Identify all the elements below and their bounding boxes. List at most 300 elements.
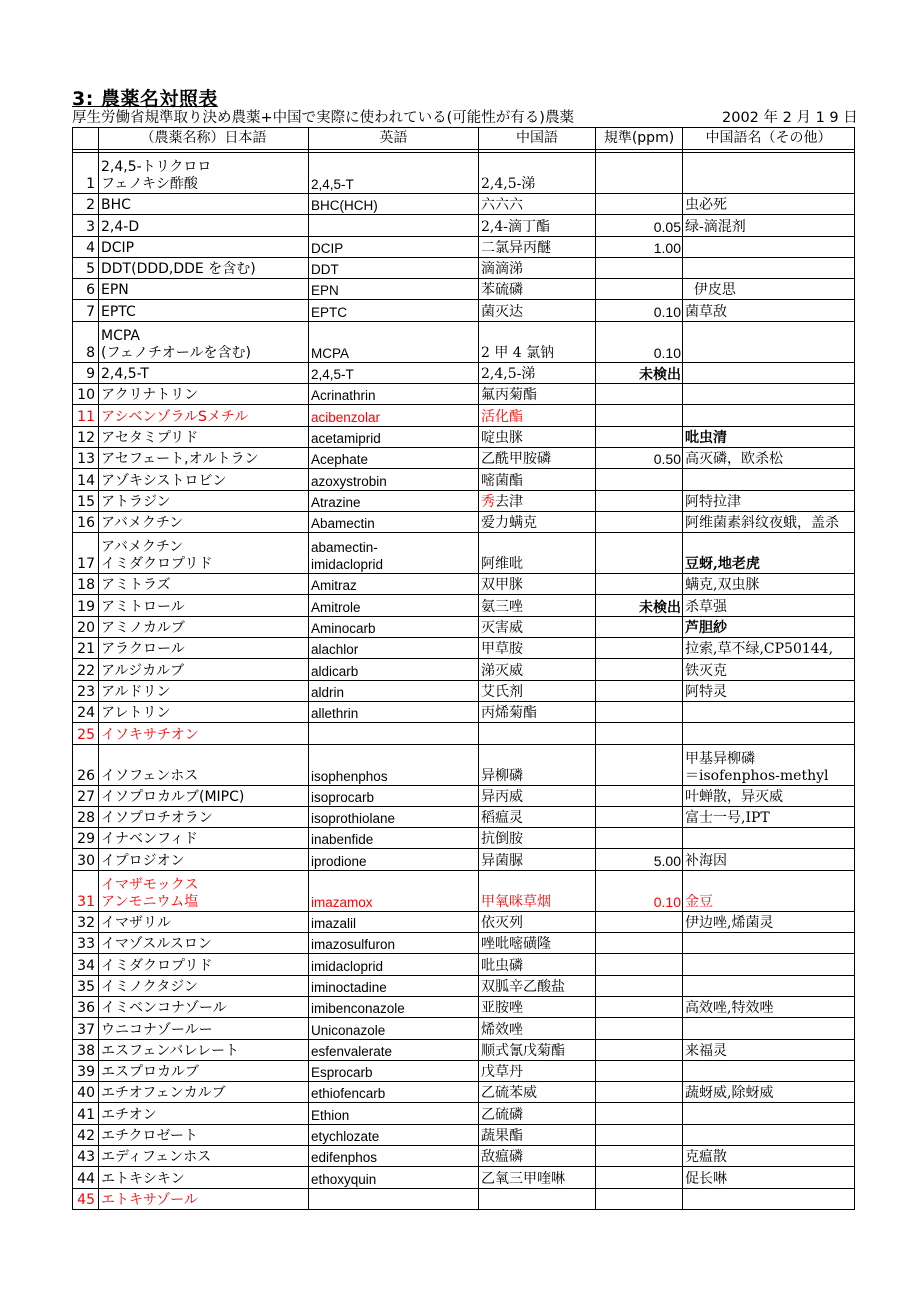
standard-ppm: [596, 680, 683, 701]
chinese-name: 蔬果酯: [479, 1124, 596, 1145]
japanese-name: 2,4,5-T: [99, 362, 309, 383]
japanese-name: アクリナトリン: [99, 384, 309, 405]
chinese-other-names: 阿特拉津: [683, 490, 855, 511]
english-name: 2,4,5-T: [309, 362, 479, 383]
chinese-other-names: [683, 954, 855, 975]
table-row: [73, 490, 855, 511]
chinese-other-names: 杀草强: [683, 595, 855, 616]
chinese-name: 抗倒胺: [479, 828, 596, 849]
japanese-name: アルジカルブ: [99, 659, 309, 680]
standard-ppm: [596, 153, 683, 194]
table-row: [73, 638, 855, 659]
table-row: [73, 616, 855, 637]
chinese-name: 异柳磷: [479, 744, 596, 785]
row-number: 44: [73, 1167, 99, 1188]
row-number: 36: [73, 996, 99, 1017]
chinese-other-names: 阿维菌素斜纹夜蛾，盖杀: [683, 511, 855, 532]
row-number: 24: [73, 701, 99, 722]
chinese-other-names: [683, 257, 855, 278]
standard-ppm: [596, 1167, 683, 1188]
row-number: 43: [73, 1145, 99, 1166]
chinese-other-names: 甲基异柳磷 ＝isofenphos-methyl: [683, 744, 855, 785]
chinese-name: 顺式氰戊菊酯: [479, 1039, 596, 1060]
chinese-other-names: [683, 321, 855, 362]
japanese-name: エトキシキン: [99, 1167, 309, 1188]
row-number: 42: [73, 1124, 99, 1145]
row-number: 33: [73, 933, 99, 954]
standard-ppm: [596, 257, 683, 278]
table-header-row: [73, 128, 855, 150]
standard-ppm: [596, 405, 683, 426]
english-name: acetamiprid: [309, 426, 479, 447]
chinese-name: 氨三唑: [479, 595, 596, 616]
table-row: [73, 362, 855, 383]
japanese-name: エチオン: [99, 1103, 309, 1124]
row-number: 40: [73, 1082, 99, 1103]
english-name: imibenconazole: [309, 996, 479, 1017]
japanese-name: MCPA (フェノチオールを含む): [99, 321, 309, 362]
japanese-name: エトキサゾール: [99, 1188, 309, 1209]
table-row: [73, 595, 855, 616]
chinese-other-names: 螨克,双虫脒: [683, 574, 855, 595]
japanese-name: イソキサチオン: [99, 723, 309, 744]
row-number: 4: [73, 236, 99, 257]
japanese-name: DCIP: [99, 236, 309, 257]
chinese-other-names: [683, 1018, 855, 1039]
english-name: 2,4,5-T: [309, 153, 479, 194]
table-row: [73, 405, 855, 426]
chinese-other-names: 叶蝉散，异灭威: [683, 785, 855, 806]
japanese-name: エスプロカルブ: [99, 1060, 309, 1081]
chinese-other-names: 绿-滴混剂: [683, 215, 855, 236]
standard-ppm: [596, 975, 683, 996]
standard-ppm: 0.10: [596, 321, 683, 362]
chinese-name: 异丙威: [479, 785, 596, 806]
english-name: azoxystrobin: [309, 469, 479, 490]
table-row: [73, 574, 855, 595]
row-number: 21: [73, 638, 99, 659]
japanese-name: EPTC: [99, 300, 309, 321]
english-name: abamectin- imidacloprid: [309, 533, 479, 574]
english-name: Amitrole: [309, 595, 479, 616]
chinese-name: 双甲脒: [479, 574, 596, 595]
table-row: [73, 447, 855, 468]
standard-ppm: [596, 723, 683, 744]
japanese-name: イナベンフィド: [99, 828, 309, 849]
japanese-name: EPN: [99, 279, 309, 300]
english-name: isophenphos: [309, 744, 479, 785]
standard-ppm: [596, 426, 683, 447]
chinese-name: 乙硫苯威: [479, 1082, 596, 1103]
row-number: 25: [73, 723, 99, 744]
row-number: 39: [73, 1060, 99, 1081]
standard-ppm: 0.50: [596, 447, 683, 468]
japanese-name: アセフェート,オルトラン: [99, 447, 309, 468]
row-number: 27: [73, 785, 99, 806]
standard-ppm: [596, 638, 683, 659]
japanese-name: アゾキシストロビン: [99, 469, 309, 490]
japanese-name: BHC: [99, 194, 309, 215]
chinese-other-names: [683, 1103, 855, 1124]
english-name: isoprothiolane: [309, 806, 479, 827]
row-number: 18: [73, 574, 99, 595]
chinese-name: [479, 723, 596, 744]
standard-ppm: [596, 933, 683, 954]
japanese-name: アミトロール: [99, 595, 309, 616]
table-row: [73, 1103, 855, 1124]
header-num: [73, 128, 99, 150]
chinese-other-names: [683, 1124, 855, 1145]
row-number: 1: [73, 153, 99, 194]
english-name: imazosulfuron: [309, 933, 479, 954]
table-row: [73, 215, 855, 236]
chinese-name: 异菌脲: [479, 849, 596, 870]
english-name: Acephate: [309, 447, 479, 468]
chinese-other-names: [683, 975, 855, 996]
english-name: alachlor: [309, 638, 479, 659]
table-row: [73, 954, 855, 975]
chinese-other-names: 富士一号,IPT: [683, 806, 855, 827]
japanese-name: イミベンコナゾール: [99, 996, 309, 1017]
row-number: 35: [73, 975, 99, 996]
japanese-name: アミトラズ: [99, 574, 309, 595]
english-name: iprodione: [309, 849, 479, 870]
table-row: [73, 806, 855, 827]
chinese-name: 艾氏剂: [479, 680, 596, 701]
chinese-name: 涕灭威: [479, 659, 596, 680]
chinese-other-names: [683, 701, 855, 722]
english-name: aldicarb: [309, 659, 479, 680]
standard-ppm: [596, 384, 683, 405]
japanese-name: アミノカルブ: [99, 616, 309, 637]
english-name: iminoctadine: [309, 975, 479, 996]
chinese-name: 甲氧咪草烟: [479, 870, 596, 911]
chinese-other-names: [683, 828, 855, 849]
standard-ppm: [596, 828, 683, 849]
header-chinese-other: 中国語名（その他）: [683, 128, 855, 150]
header-english: 英語: [309, 128, 479, 150]
table-row: [73, 701, 855, 722]
japanese-name: イマザリル: [99, 911, 309, 932]
header-standard: 規準(ppm): [596, 128, 683, 150]
standard-ppm: [596, 701, 683, 722]
chinese-other-names: 蔬蚜威,除蚜威: [683, 1082, 855, 1103]
chinese-other-names: [683, 469, 855, 490]
table-row: [73, 870, 855, 911]
chinese-name: 氟丙菊酯: [479, 384, 596, 405]
japanese-name: イソフェンホス: [99, 744, 309, 785]
chinese-other-names: 铁灭克: [683, 659, 855, 680]
table-row: [73, 533, 855, 574]
chinese-name: 苯硫磷: [479, 279, 596, 300]
chinese-name: 六六六: [479, 194, 596, 215]
row-number: 23: [73, 680, 99, 701]
table-body: [73, 128, 855, 1210]
row-number: 3: [73, 215, 99, 236]
chinese-name: 甲草胺: [479, 638, 596, 659]
chinese-other-names: 来福灵: [683, 1039, 855, 1060]
table-row: [73, 744, 855, 785]
row-number: 9: [73, 362, 99, 383]
chinese-other-names: 克瘟散: [683, 1145, 855, 1166]
standard-ppm: [596, 194, 683, 215]
chinese-name: 乙氧三甲喹啉: [479, 1167, 596, 1188]
chinese-other-names: 吡虫清: [683, 426, 855, 447]
row-number: 29: [73, 828, 99, 849]
japanese-name: アラクロール: [99, 638, 309, 659]
english-name: Acrinathrin: [309, 384, 479, 405]
chinese-name: 双胍辛乙酸盐: [479, 975, 596, 996]
japanese-name: アバメクチン イミダクロプリド: [99, 533, 309, 574]
row-number: 28: [73, 806, 99, 827]
standard-ppm: [596, 574, 683, 595]
japanese-name: アシベンゾラルSメチル: [99, 405, 309, 426]
table-row: [73, 996, 855, 1017]
chinese-other-names: [683, 405, 855, 426]
row-number: 45: [73, 1188, 99, 1209]
english-name: Aminocarb: [309, 616, 479, 637]
english-name: edifenphos: [309, 1145, 479, 1166]
row-number: 22: [73, 659, 99, 680]
table-row: [73, 1018, 855, 1039]
row-number: 38: [73, 1039, 99, 1060]
chinese-name: 烯效唑: [479, 1018, 596, 1039]
english-name: etychlozate: [309, 1124, 479, 1145]
chinese-name: [479, 1188, 596, 1209]
chinese-name: 阿维吡: [479, 533, 596, 574]
table-row: [73, 1145, 855, 1166]
japanese-name: アトラジン: [99, 490, 309, 511]
table-row: [73, 153, 855, 194]
standard-ppm: [596, 1082, 683, 1103]
chinese-other-names: [683, 384, 855, 405]
chinese-name: 亚胺唑: [479, 996, 596, 1017]
chinese-name: 秀去津: [479, 490, 596, 511]
row-number: 37: [73, 1018, 99, 1039]
table-row: [73, 384, 855, 405]
table-row: [73, 680, 855, 701]
chinese-name: 灭害威: [479, 616, 596, 637]
japanese-name: エチクロゼート: [99, 1124, 309, 1145]
english-name: ethoxyquin: [309, 1167, 479, 1188]
japanese-name: エディフェンホス: [99, 1145, 309, 1166]
chinese-name: 依灭列: [479, 911, 596, 932]
japanese-name: イミダクロプリド: [99, 954, 309, 975]
standard-ppm: 未検出: [596, 595, 683, 616]
row-number: 15: [73, 490, 99, 511]
english-name: imazalil: [309, 911, 479, 932]
row-number: 17: [73, 533, 99, 574]
chinese-other-names: [683, 153, 855, 194]
table-row: [73, 723, 855, 744]
english-name: Esprocarb: [309, 1060, 479, 1081]
table-row: [73, 1060, 855, 1081]
standard-ppm: [596, 806, 683, 827]
english-name: isoprocarb: [309, 785, 479, 806]
header-chinese: 中国語: [479, 128, 596, 150]
chinese-other-names: 虫必死: [683, 194, 855, 215]
chinese-other-names: 高效唑,特效唑: [683, 996, 855, 1017]
standard-ppm: [596, 469, 683, 490]
japanese-name: イソプロカルブ(MIPC): [99, 785, 309, 806]
table-row: [73, 257, 855, 278]
standard-ppm: [596, 996, 683, 1017]
standard-ppm: 0.05: [596, 215, 683, 236]
japanese-name: ウニコナゾールー: [99, 1018, 309, 1039]
table-row: [73, 1124, 855, 1145]
table-row: [73, 194, 855, 215]
english-name: Atrazine: [309, 490, 479, 511]
table-row: [73, 300, 855, 321]
table-row: [73, 426, 855, 447]
table-row: [73, 975, 855, 996]
english-name: Amitraz: [309, 574, 479, 595]
standard-ppm: [596, 533, 683, 574]
standard-ppm: 1.00: [596, 236, 683, 257]
row-number: 26: [73, 744, 99, 785]
table-row: [73, 828, 855, 849]
row-number: 14: [73, 469, 99, 490]
page-title: 3: 農薬名対照表: [72, 88, 218, 110]
standard-ppm: 未検出: [596, 362, 683, 383]
chinese-name: 菌灭达: [479, 300, 596, 321]
english-name: BHC(HCH): [309, 194, 479, 215]
table-row: [73, 236, 855, 257]
standard-ppm: [596, 490, 683, 511]
table-row: [73, 1167, 855, 1188]
standard-ppm: [596, 1188, 683, 1209]
chinese-other-names: 高灭磷，欧杀松: [683, 447, 855, 468]
chinese-name: 乙酰甲胺磷: [479, 447, 596, 468]
standard-ppm: 5.00: [596, 849, 683, 870]
chinese-other-names: [683, 1060, 855, 1081]
row-number: 6: [73, 279, 99, 300]
row-number: 5: [73, 257, 99, 278]
chinese-name: 活化酯: [479, 405, 596, 426]
standard-ppm: [596, 659, 683, 680]
chinese-name: 爱力螨克: [479, 511, 596, 532]
row-number: 16: [73, 511, 99, 532]
chinese-name: 二氯异丙醚: [479, 236, 596, 257]
standard-ppm: [596, 1060, 683, 1081]
table-row: [73, 911, 855, 932]
chinese-name: 2 甲 4 氯钠: [479, 321, 596, 362]
standard-ppm: 0.10: [596, 300, 683, 321]
english-name: MCPA: [309, 321, 479, 362]
row-number: 41: [73, 1103, 99, 1124]
english-name: EPTC: [309, 300, 479, 321]
standard-ppm: [596, 954, 683, 975]
table-row: [73, 933, 855, 954]
row-number: 32: [73, 911, 99, 932]
japanese-name: アレトリン: [99, 701, 309, 722]
table-row: [73, 321, 855, 362]
pesticide-table: [72, 127, 855, 1210]
japanese-name: アルドリン: [99, 680, 309, 701]
standard-ppm: [596, 279, 683, 300]
chinese-name: 戊草丹: [479, 1060, 596, 1081]
english-name: Uniconazole: [309, 1018, 479, 1039]
chinese-name: 2,4-滴丁酯: [479, 215, 596, 236]
standard-ppm: [596, 1039, 683, 1060]
chinese-other-names: [683, 723, 855, 744]
standard-ppm: [596, 1145, 683, 1166]
english-name: ethiofencarb: [309, 1082, 479, 1103]
chinese-other-names: 芦胆紗: [683, 616, 855, 637]
chinese-name: 嘧菌酯: [479, 469, 596, 490]
row-number: 8: [73, 321, 99, 362]
standard-ppm: [596, 616, 683, 637]
chinese-name: 啶虫脒: [479, 426, 596, 447]
table-row: [73, 1039, 855, 1060]
row-number: 34: [73, 954, 99, 975]
japanese-name: DDT(DDD,DDE を含む): [99, 257, 309, 278]
chinese-name: 2,4,5-涕: [479, 153, 596, 194]
row-number: 31: [73, 870, 99, 911]
japanese-name: エチオフェンカルブ: [99, 1082, 309, 1103]
row-number: 11: [73, 405, 99, 426]
japanese-name: アバメクチン: [99, 511, 309, 532]
chinese-other-names: 促长啉: [683, 1167, 855, 1188]
row-number: 10: [73, 384, 99, 405]
standard-ppm: [596, 1124, 683, 1145]
english-name: imidacloprid: [309, 954, 479, 975]
table-row: [73, 511, 855, 532]
english-name: DDT: [309, 257, 479, 278]
japanese-name: イソプロチオラン: [99, 806, 309, 827]
table-row: [73, 1188, 855, 1209]
row-number: 20: [73, 616, 99, 637]
chinese-name: 唑吡嘧磺隆: [479, 933, 596, 954]
japanese-name: イミノクタジン: [99, 975, 309, 996]
japanese-name: エスフェンバレレート: [99, 1039, 309, 1060]
japanese-name: 2,4,5-トリクロロ フェノキシ酢酸: [99, 153, 309, 194]
english-name: [309, 1188, 479, 1209]
row-number: 7: [73, 300, 99, 321]
english-name: DCIP: [309, 236, 479, 257]
table-row: [73, 1082, 855, 1103]
row-number: 19: [73, 595, 99, 616]
english-name: Ethion: [309, 1103, 479, 1124]
standard-ppm: [596, 785, 683, 806]
standard-ppm: [596, 744, 683, 785]
chinese-other-names: 菌草敌: [683, 300, 855, 321]
row-number: 2: [73, 194, 99, 215]
chinese-other-names: [683, 933, 855, 954]
english-name: Abamectin: [309, 511, 479, 532]
japanese-name: イマゾスルスロン: [99, 933, 309, 954]
chinese-name: 滴滴涕: [479, 257, 596, 278]
japanese-name: アセタミプリド: [99, 426, 309, 447]
chinese-other-names: 伊边唑,烯菌灵: [683, 911, 855, 932]
table-row: [73, 279, 855, 300]
chinese-name: 吡虫磷: [479, 954, 596, 975]
chinese-other-names: [683, 236, 855, 257]
table-row: [73, 785, 855, 806]
chinese-name: 2,4,5-涕: [479, 362, 596, 383]
english-name: aldrin: [309, 680, 479, 701]
chinese-name: 丙烯菊酯: [479, 701, 596, 722]
english-name: acibenzolar: [309, 405, 479, 426]
english-name: inabenfide: [309, 828, 479, 849]
chinese-other-names: 补海因: [683, 849, 855, 870]
row-number: 12: [73, 426, 99, 447]
chinese-other-names: 拉索,草不绿,CP50144,: [683, 638, 855, 659]
japanese-name: イマザモックス アンモニウム塩: [99, 870, 309, 911]
english-name: [309, 723, 479, 744]
english-name: allethrin: [309, 701, 479, 722]
row-number: 13: [73, 447, 99, 468]
